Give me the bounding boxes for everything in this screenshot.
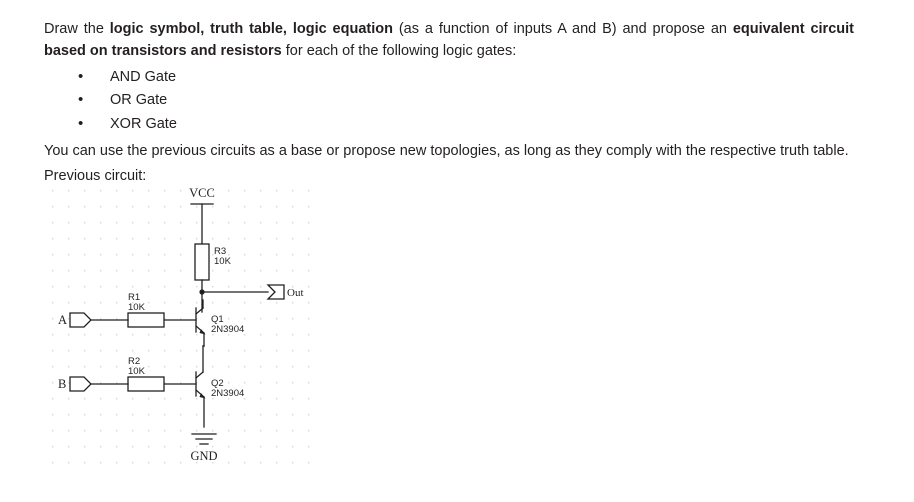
input-b-label: B (58, 377, 67, 391)
gate-list (44, 66, 854, 136)
transistor-q1-value: 2N3904 (211, 324, 245, 335)
vcc-label: VCC (189, 186, 215, 200)
resistor-r1-body (128, 313, 164, 327)
resistor-r3-name: R3 (214, 246, 227, 257)
assignment-text (44, 18, 854, 189)
previous-circuit-label: Previous circuit: (44, 167, 147, 184)
output-label: Out (287, 287, 304, 299)
transistor-q2-name: Q2 (211, 378, 224, 389)
input-b-port-symbol (70, 377, 91, 391)
instruction-emphasis-1: logic symbol, truth table, logic equation (109, 21, 393, 37)
resistor-r2-name: R2 (128, 356, 141, 367)
grid-dots (52, 190, 309, 463)
list-item (78, 89, 854, 112)
transistor-q2-value: 2N3904 (211, 388, 245, 399)
gnd-label: GND (190, 449, 218, 463)
instruction-text-2: (as a function of inputs A and B) and propose an (392, 21, 733, 37)
resistor-r2-body (128, 377, 164, 391)
schematic-svg (44, 182, 364, 482)
q2-collector-lead (196, 372, 203, 378)
instruction-emphasis-2: equivalent circuit (732, 21, 854, 37)
resistor-r3-body (195, 244, 209, 280)
resistor-r1-name: R1 (128, 292, 141, 303)
instruction-emphasis-3: based on transistors and resistors (44, 43, 282, 60)
list-item (78, 66, 854, 89)
resistor-r1-value: 10K (128, 302, 145, 313)
gate-label: XOR Gate (110, 115, 177, 132)
instruction-paragraph (44, 18, 854, 63)
input-a-label: A (58, 313, 68, 327)
output-port-symbol (268, 285, 284, 299)
circuit-schematic (44, 182, 364, 482)
list-item (78, 113, 854, 136)
instruction-text-4: for each of the following logic gates: (281, 43, 517, 60)
resistor-r2-value: 10K (128, 366, 145, 377)
gate-label: OR Gate (110, 92, 168, 109)
transistor-q1-name: Q1 (211, 314, 224, 325)
input-a-port-symbol (70, 313, 91, 327)
note-paragraph: You can use the previous circuits as a base or propose new topologies, as long as they comply with the respective truth table. (44, 143, 849, 160)
resistor-r3-value: 10K (214, 256, 231, 267)
gate-label: AND Gate (110, 68, 177, 85)
instruction-text-1: Draw the (44, 21, 110, 37)
